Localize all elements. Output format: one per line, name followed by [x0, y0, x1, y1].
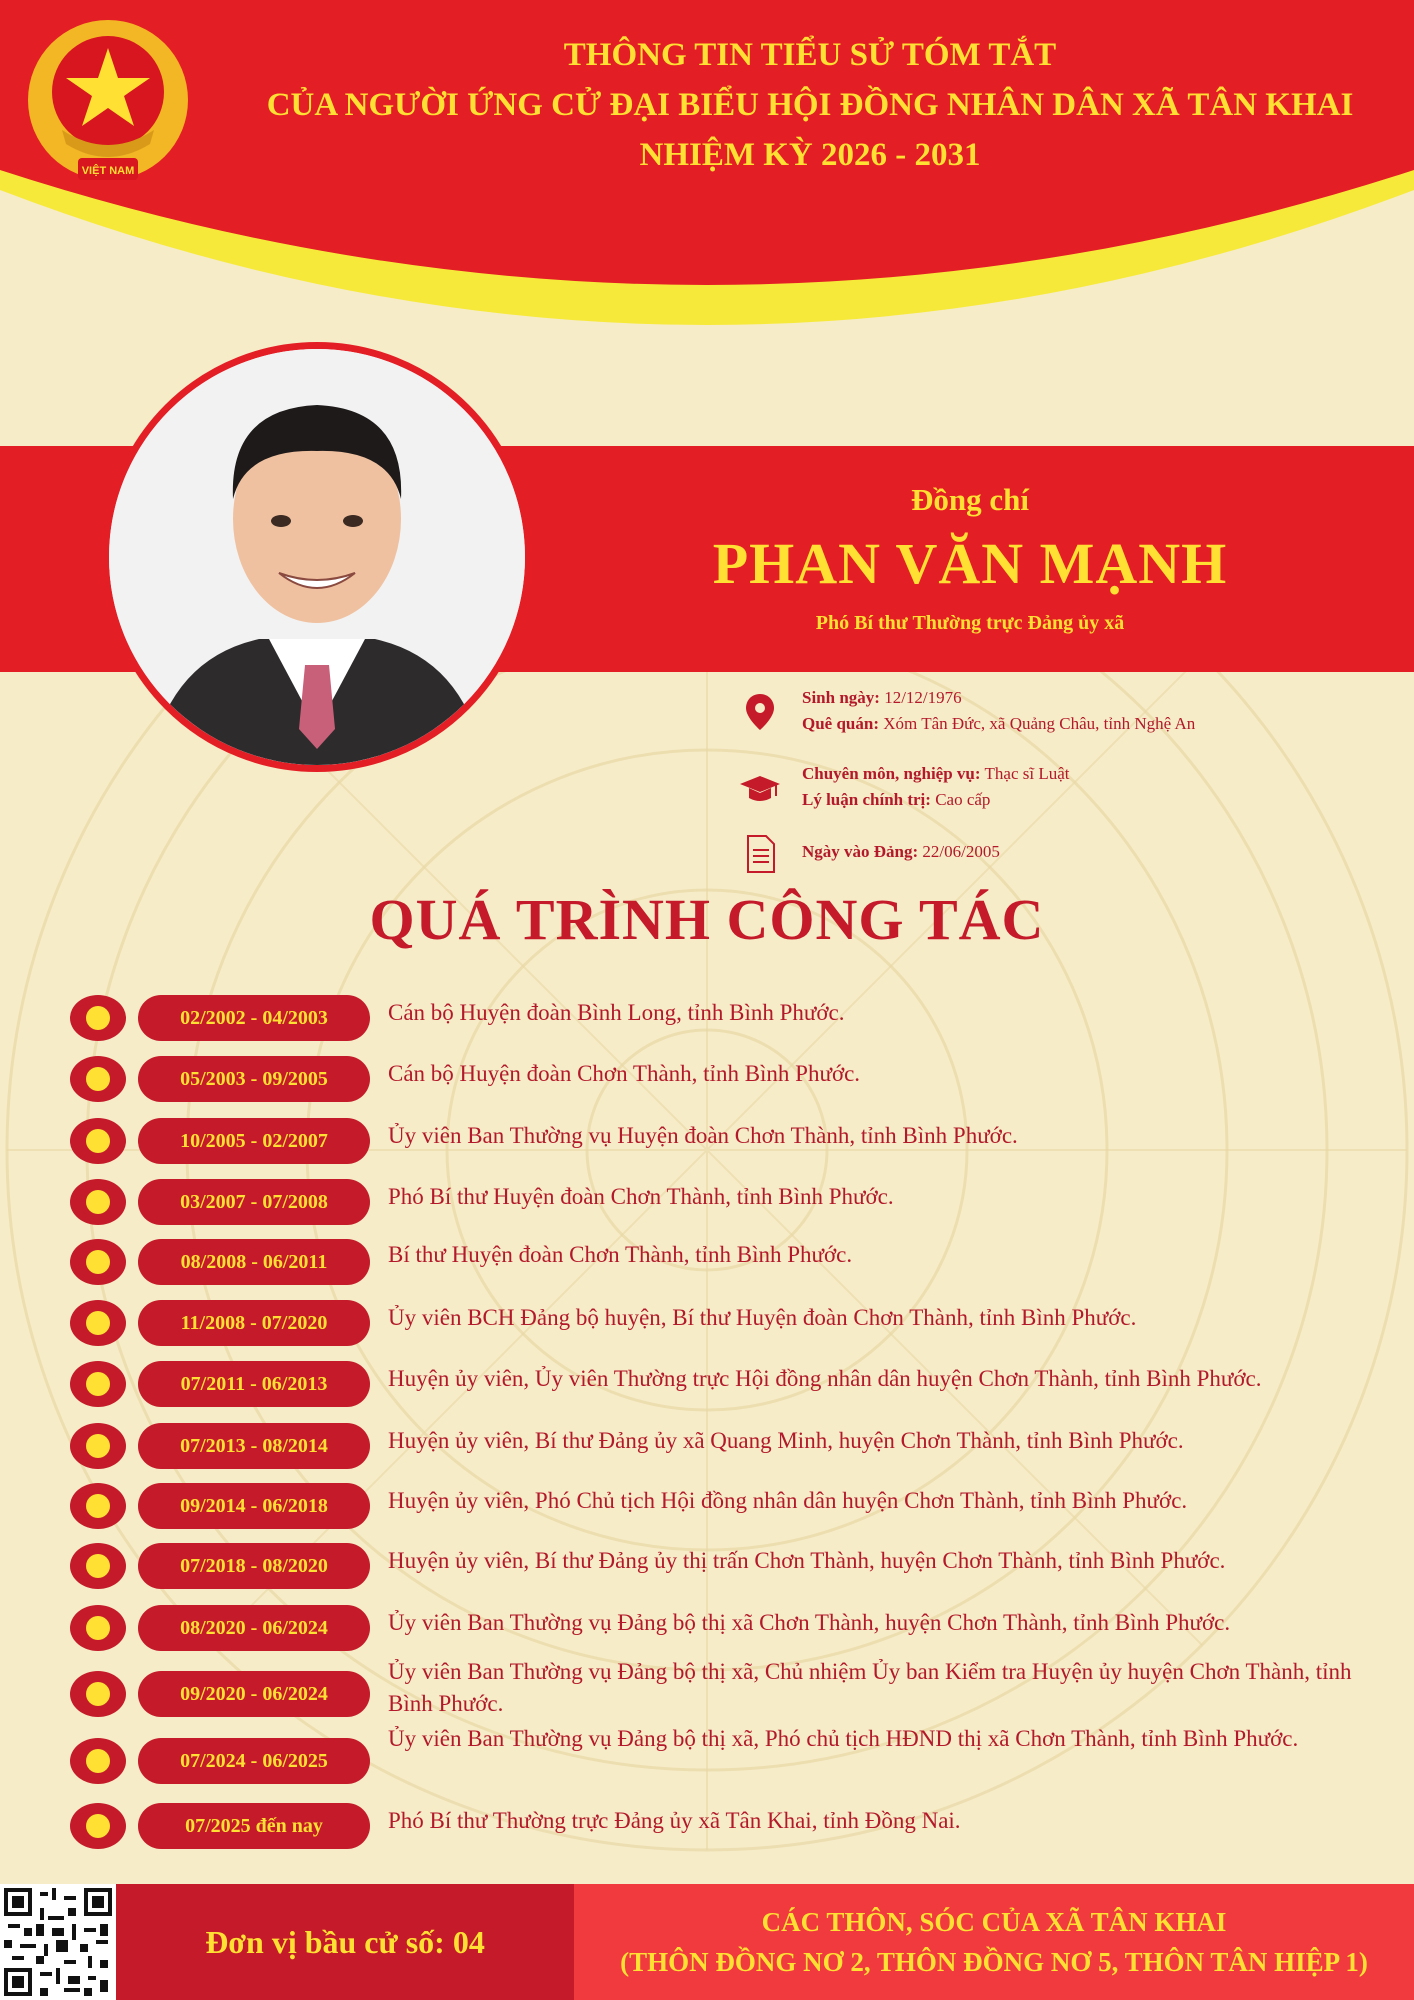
timeline-row — [70, 991, 1400, 1039]
timeline-period: 10/2005 - 02/2007 — [138, 1118, 370, 1164]
candidate-name: PHAN VĂN MẠNH — [712, 531, 1228, 596]
timeline-text: Ủy viên Ban Thường vụ Đảng bộ thị xã, Chủ nhiệm Ủy ban Kiểm tra Huyện ủy huyện Chơn Thành, tỉnh Bình Phước. — [388, 1659, 1352, 1716]
title-line-3: NHIỆM KỲ 2026 - 2031 — [639, 137, 981, 173]
timeline-row — [70, 1419, 1400, 1467]
timeline-text: Cán bộ Huyện đoàn Bình Long, tỉnh Bình Phước. — [388, 1000, 845, 1025]
timeline-dot-icon — [70, 1056, 126, 1102]
politics-label: Lý luận chính trị: — [802, 790, 931, 809]
hometown-label: Quê quán: — [802, 714, 879, 733]
info-politics — [802, 790, 990, 810]
timeline-text: Huyện ủy viên, Bí thư Đảng ủy xã Quang Minh, huyện Chơn Thành, tỉnh Bình Phước. — [388, 1428, 1184, 1453]
politics-value: Cao cấp — [935, 790, 991, 809]
timeline-period: 07/2018 - 08/2020 — [138, 1543, 370, 1589]
document-icon — [738, 832, 782, 876]
location-pin-icon — [738, 690, 782, 734]
national-emblem-icon — [22, 20, 194, 192]
title-line-1: THÔNG TIN TIỂU SỬ TÓM TẮT — [563, 37, 1057, 73]
timeline-text: Huyện ủy viên, Phó Chủ tịch Hội đồng nhân dân huyện Chơn Thành, tỉnh Bình Phước. — [388, 1488, 1188, 1513]
timeline-dot-icon — [70, 1605, 126, 1651]
timeline-text: Ủy viên Ban Thường vụ Đảng bộ thị xã Chơn Thành, huyện Chơn Thành, tỉnh Bình Phước. — [388, 1610, 1231, 1635]
timeline-period: 03/2007 - 07/2008 — [138, 1179, 370, 1225]
timeline-period: 09/2020 - 06/2024 — [138, 1671, 370, 1717]
timeline-text: Phó Bí thư Huyện đoàn Chơn Thành, tỉnh Bình Phước. — [388, 1184, 894, 1209]
electoral-unit: Đơn vị bầu cử số: 04 — [116, 1884, 574, 2000]
timeline-dot-icon — [70, 1671, 126, 1717]
timeline-text: Huyện ủy viên, Bí thư Đảng ủy thị trấn Chơn Thành, huyện Chơn Thành, tỉnh Bình Phước. — [388, 1548, 1226, 1573]
timeline-period: 08/2020 - 06/2024 — [138, 1605, 370, 1651]
timeline-dot-icon — [70, 1179, 126, 1225]
timeline-row — [70, 1114, 1400, 1162]
timeline-period: 02/2002 - 04/2003 — [138, 995, 370, 1041]
timeline-row — [70, 1357, 1400, 1405]
timeline-row — [70, 1052, 1400, 1100]
timeline-dot-icon — [70, 1423, 126, 1469]
expertise-label: Chuyên môn, nghiệp vụ: — [802, 764, 981, 783]
timeline-period: 05/2003 - 09/2005 — [138, 1056, 370, 1102]
timeline-text: Huyện ủy viên, Ủy viên Thường trực Hội đồng nhân dân huyện Chơn Thành, tỉnh Bình Phước. — [388, 1366, 1262, 1391]
dob-label: Sinh ngày: — [802, 688, 880, 707]
qr-code-icon[interactable] — [0, 1884, 116, 2000]
timeline-dot-icon — [70, 995, 126, 1041]
timeline-text: Phó Bí thư Thường trực Đảng ủy xã Tân Khai, tỉnh Đồng Nai. — [388, 1808, 961, 1833]
timeline-row — [70, 1296, 1400, 1344]
timeline-period: 07/2025 đến nay — [138, 1803, 370, 1849]
timeline-dot-icon — [70, 1543, 126, 1589]
title-line-2: CỦA NGƯỜI ỨNG CỬ ĐẠI BIỂU HỘI ĐỒNG NHÂN DÂN XÃ TÂN KHAI — [266, 87, 1354, 123]
dob-value: 12/12/1976 — [884, 688, 962, 707]
timeline-text: Ủy viên Ban Thường vụ Đảng bộ thị xã, Phó chủ tịch HĐND thị xã Chơn Thành, tỉnh Bình Phước. — [388, 1726, 1299, 1751]
portrait — [102, 342, 532, 772]
timeline-text: Bí thư Huyện đoàn Chơn Thành, tỉnh Bình Phước. — [388, 1242, 853, 1267]
timeline-row — [70, 1601, 1400, 1649]
timeline-period: 07/2024 - 06/2025 — [138, 1738, 370, 1784]
area-line-2: (THÔN ĐỒNG NƠ 2, THÔN ĐỒNG NƠ 5, THÔN TÂN HIỆP 1) — [620, 1947, 1368, 1977]
info-party-date — [802, 842, 1000, 862]
candidate-position: Phó Bí thư Thường trực Đảng ủy xã — [815, 612, 1125, 634]
timeline-period: 09/2014 - 06/2018 — [138, 1483, 370, 1529]
timeline-text: Ủy viên BCH Đảng bộ huyện, Bí thư Huyện đoàn Chơn Thành, tỉnh Bình Phước. — [388, 1305, 1137, 1330]
timeline-row — [70, 1235, 1400, 1283]
timeline-row — [70, 1659, 1400, 1716]
timeline-row — [70, 1175, 1400, 1223]
timeline-row — [70, 1539, 1400, 1587]
section-title: QUÁ TRÌNH CÔNG TÁC — [369, 887, 1045, 952]
portrait-photo — [109, 349, 525, 765]
info-dob — [802, 688, 962, 708]
honorific: Đồng chí — [911, 482, 1029, 517]
info-expertise — [802, 764, 1069, 784]
timeline-dot-icon — [70, 1361, 126, 1407]
info-hometown — [802, 714, 1195, 734]
timeline-row — [70, 1479, 1400, 1527]
timeline-dot-icon — [70, 1239, 126, 1285]
svg-text:VIỆT NAM: VIỆT NAM — [81, 165, 135, 177]
hometown-value: Xóm Tân Đức, xã Quảng Châu, tỉnh Nghệ An — [883, 714, 1196, 733]
header-title — [210, 30, 1410, 180]
timeline-dot-icon — [70, 1118, 126, 1164]
timeline-dot-icon — [70, 1803, 126, 1849]
timeline-period: 08/2008 - 06/2011 — [138, 1239, 370, 1285]
timeline-row — [70, 1726, 1400, 1782]
timeline-period: 07/2011 - 06/2013 — [138, 1361, 370, 1407]
timeline-period: 07/2013 - 08/2014 — [138, 1423, 370, 1469]
timeline-text: Cán bộ Huyện đoàn Chơn Thành, tỉnh Bình Phước. — [388, 1061, 861, 1086]
timeline-text: Ủy viên Ban Thường vụ Huyện đoàn Chơn Thành, tỉnh Bình Phước. — [388, 1123, 1018, 1148]
party-date-label: Ngày vào Đảng: — [802, 842, 919, 861]
party-date-value: 22/06/2005 — [922, 842, 1000, 861]
timeline-row — [70, 1799, 1400, 1847]
expertise-value: Thạc sĩ Luật — [984, 764, 1070, 783]
timeline-dot-icon — [70, 1300, 126, 1346]
area-line-1: CÁC THÔN, SÓC CỦA XÃ TÂN KHAI — [761, 1907, 1227, 1937]
timeline-dot-icon — [70, 1738, 126, 1784]
timeline-dot-icon — [70, 1483, 126, 1529]
graduation-cap-icon — [738, 766, 782, 810]
electoral-area — [574, 1884, 1414, 2000]
timeline-period: 11/2008 - 07/2020 — [138, 1300, 370, 1346]
